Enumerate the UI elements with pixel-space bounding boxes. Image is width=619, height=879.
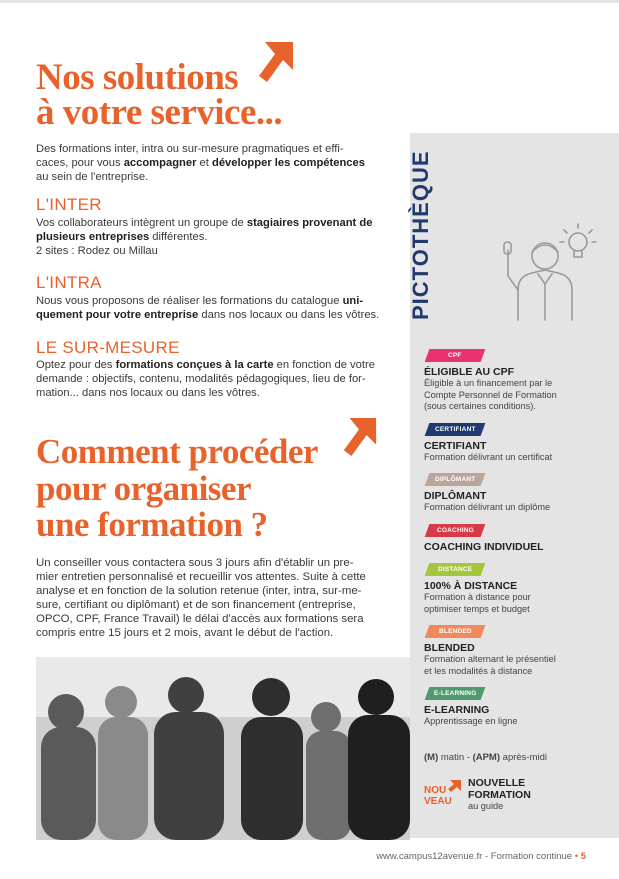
orange-arrow-icon [255,40,295,84]
item-desc-diplomant: Formation délivrant un diplôme [424,502,551,512]
sur-mesure-paragraph: Optez pour des formations conçues à la carte en fonction de votre demande : objectifs, contenu, modalités pédagogiques, lieu de for- mation... dans nos locaux ou dans les vôtres. [36,359,375,399]
badge-elearning: E-LEARNING [425,687,486,700]
orange-arrow-icon [446,779,462,793]
badge-cpf: CPF [425,349,486,362]
inter-paragraph: Vos collaborateurs intègrent un groupe de stagiaires provenant de plusieurs entreprises différentes. 2 sites : Rodez ou Millau [36,217,373,257]
badge-certifiant: CERTIFIANT [425,423,486,436]
item-desc-certifiant: Formation délivrant un certificat [424,452,553,462]
item-title-elearning: E-LEARNING [424,704,490,716]
badge-diplomant: DIPLÔMANT [425,473,486,486]
nouveau-title-line-2: FORMATION [468,789,531,801]
page-title-line-2: à votre service... [36,92,283,133]
footer-site: www.campus12avenue.fr - Formation continue [376,851,573,862]
nouveau-subtitle: au guide [468,801,504,811]
item-desc-distance: Formation à distance pour optimiser temps et budget [424,592,531,614]
top-rule [0,0,619,3]
nouveau-title-line-1: NOUVELLE [468,777,526,789]
item-title-cpf: ÉLIGIBLE AU CPF [424,366,515,378]
item-title-certifiant: CERTIFIANT [424,440,487,452]
section2-title-line-1: Comment procéder [36,432,318,471]
item-title-blended: BLENDED [424,642,475,654]
time-legend: (M) matin - (APM) après-midi [424,752,548,763]
badge-blended: BLENDED [425,625,486,638]
page-number: 5 [580,851,586,862]
sur-mesure-heading: LE SUR-MESURE [36,338,180,357]
section2-paragraph: Un conseiller vous contactera sous 3 jours afin d'établir un pre- mier entretien personnalisé et recueillir vos attentes. Suite à cette analyse et en fonction de la solution retenue (inter, intra, sur-me- sure, certifiant ou diplômant) et de son financement (entreprise, OPCO, CPF, France Travail) le délai d'accès aux formations sera compris entre 15 jours et 2 mois, avant le début de l'action. [36,557,366,639]
intra-heading: L'INTRA [36,273,102,292]
nouveau-logo: NOU VEAU [424,779,462,809]
team-photo [36,657,410,840]
orange-arrow-icon [340,415,378,459]
item-desc-cpf: Éligible à un financement par le Compte Personnel de Formation (sous certaines conditions). [424,378,557,411]
inter-heading: L'INTER [36,195,102,214]
page-footer: www.campus12avenue.fr - Formation continue • 5 [376,851,586,862]
badge-distance: DISTANCE [425,563,486,576]
intra-paragraph: Nous vous proposons de réaliser les formations du catalogue uni- quement pour votre entreprise dans nos locaux ou dans les vôtres. [36,295,380,321]
pictotheque-title: PICTOTHÈQUE [408,150,433,320]
person-idea-illustration [490,220,605,325]
item-title-distance: 100% À DISTANCE [424,580,518,592]
page-title-line-1: Nos solutions [36,57,239,98]
item-title-diplomant: DIPLÔMANT [424,490,487,502]
intro-paragraph: Des formations inter, intra ou sur-mesure pragmatiques et effi- caces, pour vous accompagner et développer les compétences au sein de l'entreprise. [36,143,365,183]
badge-coaching: COACHING [425,524,486,537]
item-desc-elearning: Apprentissage en ligne [424,716,518,726]
section2-title-line-2: pour organiser [36,469,251,508]
item-desc-blended: Formation alternant le présentiel et les modalités à distance [424,654,556,676]
item-title-coaching: COACHING INDIVIDUEL [424,541,544,553]
section2-title-line-3: une formation ? [36,505,268,544]
